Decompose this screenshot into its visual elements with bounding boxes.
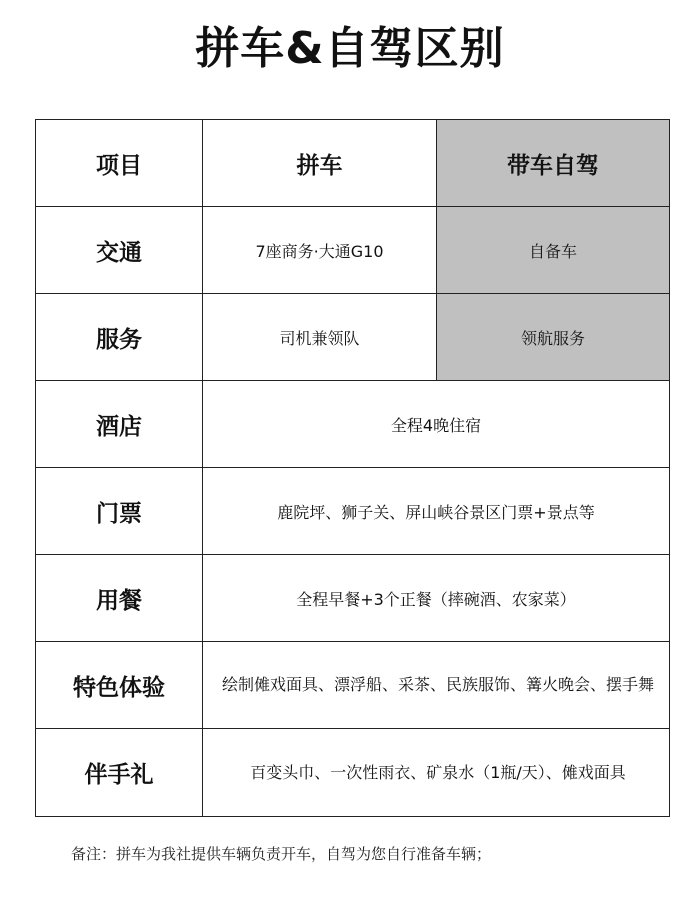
table-row-experience [36,642,670,729]
cell-transport-self-drive: 自备车 [437,207,670,294]
row-label-hotel: 酒店 [36,381,203,468]
row-label-experience: 特色体验 [36,642,203,729]
cell-meals: 全程早餐+3个正餐（摔碗酒、农家菜） [203,555,670,642]
row-label-gifts: 伴手礼 [36,729,203,817]
table-row-tickets [36,468,670,555]
cell-experience: 绘制傩戏面具、漂浮船、采茶、民族服饰、篝火晚会、摆手舞 [203,642,670,729]
row-label-tickets: 门票 [36,468,203,555]
header-self-drive: 带车自驾 [437,120,670,207]
cell-transport-carpool: 7座商务·大通G10 [203,207,437,294]
comparison-table [35,119,670,817]
table-row-hotel [36,381,670,468]
row-label-service: 服务 [36,294,203,381]
row-label-meals: 用餐 [36,555,203,642]
row-label-transport: 交通 [36,207,203,294]
page-title: 拼车&自驾区别 [195,23,505,74]
cell-tickets: 鹿院坪、狮子关、屏山峡谷景区门票+景点等 [203,468,670,555]
table-header-row [36,120,670,207]
table-row-service [36,294,670,381]
cell-service-self-drive: 领航服务 [437,294,670,381]
header-carpool: 拼车 [203,120,437,207]
footnote: 备注：拼车为我社提供车辆负责开车，自驾为您自行准备车辆； [71,845,492,863]
table-row-transport [36,207,670,294]
cell-hotel: 全程4晚住宿 [203,381,670,468]
table-row-gifts [36,729,670,817]
cell-gifts: 百变头巾、一次性雨衣、矿泉水（1瓶/天）、傩戏面具 [203,729,670,817]
cell-service-carpool: 司机兼领队 [203,294,437,381]
table-row-meals [36,555,670,642]
header-item-label: 项目 [36,120,203,207]
